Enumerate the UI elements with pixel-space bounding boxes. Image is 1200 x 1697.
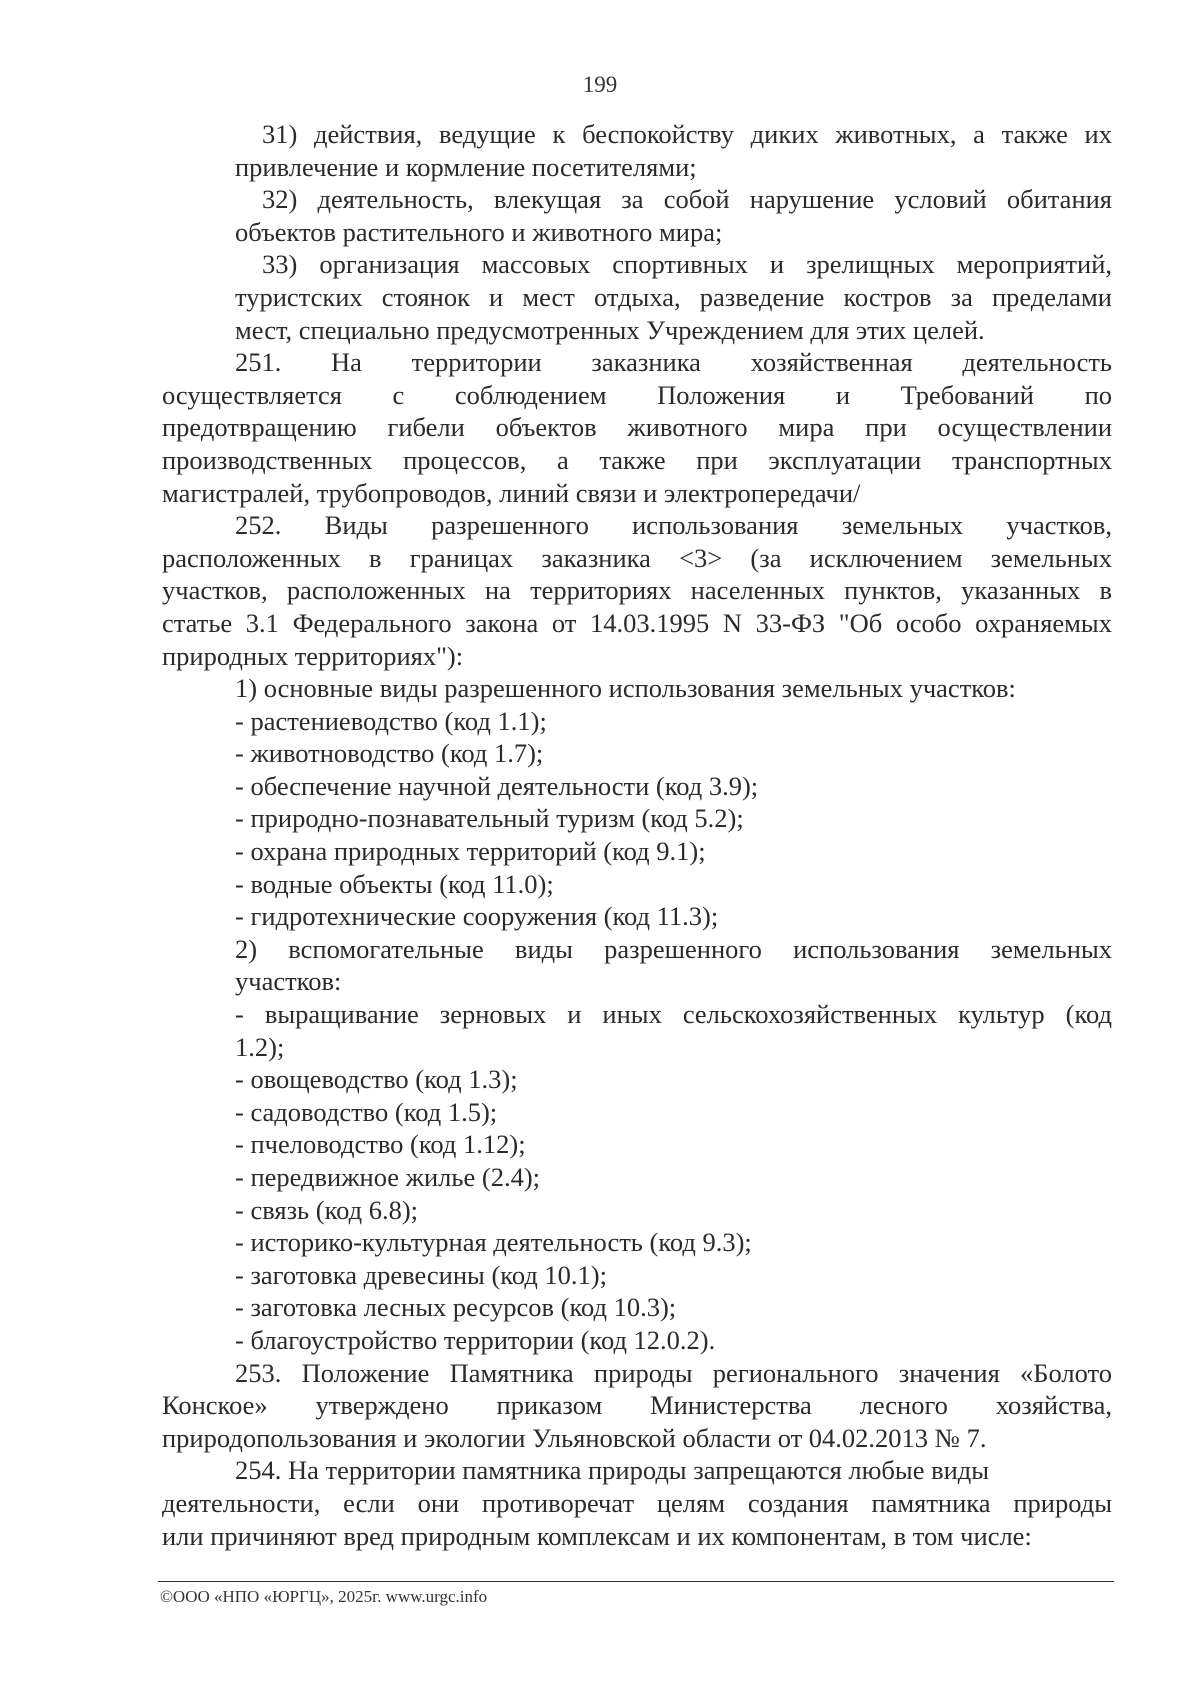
paragraph-252-line-4: статье 3.1 Федерального закона от 14.03.1995 N 33-ФЗ "Об особо охраняемых: [162, 607, 1112, 638]
list-item: - гидротехнические сооружения (код 11.3);: [235, 901, 719, 932]
paragraph-253-line-2: Конское» утверждено приказом Министерства лесного хозяйства,: [162, 1390, 1112, 1421]
paragraph-251-line-3: предотвращению гибели объектов животного мира при осуществлении: [162, 412, 1112, 443]
list-item: - благоустройство территории (код 12.0.2).: [235, 1324, 716, 1355]
list-item: - пчеловодство (код 1.12);: [235, 1129, 526, 1160]
auxiliary-uses-header-line-1: 2) вспомогательные виды разрешенного использования земельных: [235, 933, 1112, 964]
list-item: - связь (код 6.8);: [235, 1194, 419, 1225]
document-body: [162, 118, 1112, 1552]
paragraph-254-line-3: или причиняют вред природным комплексам и их компонентам, в том числе:: [162, 1520, 1032, 1551]
list-item: - обеспечение научной деятельности (код 3.9);: [235, 770, 759, 801]
list-item: - охрана природных территорий (код 9.1);: [235, 836, 706, 867]
list-item: - историко-культурная деятельность (код 9.3);: [235, 1227, 752, 1258]
list-item: - растениеводство (код 1.1);: [235, 705, 547, 736]
item-32-line-1: 32) деятельность, влекущая за собой нарушение условий обитания: [262, 184, 1112, 215]
paragraph-252-line-5: природных территориях"):: [162, 640, 464, 671]
paragraph-252-line-2: расположенных в границах заказника <3> (за исключением земельных: [162, 542, 1112, 573]
list-item: - выращивание зерновых и иных сельскохозяйственных культур (код: [235, 999, 1112, 1030]
auxiliary-uses-header-line-2: участков:: [235, 966, 342, 997]
main-uses-header: 1) основные виды разрешенного использования земельных участков:: [235, 673, 1016, 704]
list-item: - природно-познавательный туризм (код 5.2);: [235, 803, 744, 834]
paragraph-253-line-3: природопользования и экологии Ульяновской области от 04.02.2013 № 7.: [162, 1422, 987, 1453]
list-item-continuation: 1.2);: [235, 1031, 285, 1062]
paragraph-253-line-1: 253. Положение Памятника природы регионального значения «Болото: [235, 1357, 1112, 1388]
list-item: - овощеводство (код 1.3);: [235, 1064, 518, 1095]
paragraph-254-line-1: 254. На территории памятника природы запрещаются любые виды: [235, 1455, 990, 1486]
list-item: - животноводство (код 1.7);: [235, 738, 544, 769]
paragraph-251-line-1: 251. На территории заказника хозяйственная деятельность: [235, 347, 1112, 378]
list-item: - водные объекты (код 11.0);: [235, 868, 554, 899]
footer-copyright: ©ООО «НПО «ЮРГЦ», 2025г. www.urgc.info: [160, 1587, 488, 1606]
list-item: - заготовка древесины (код 10.1);: [235, 1259, 607, 1290]
paragraph-252-line-1: 252. Виды разрешенного использования земельных участков,: [235, 510, 1112, 541]
list-item: - заготовка лесных ресурсов (код 10.3);: [235, 1292, 677, 1323]
list-item: - передвижное жилье (2.4);: [235, 1162, 541, 1192]
page-number: 199: [582, 72, 618, 97]
list-item: - садоводство (код 1.5);: [235, 1096, 498, 1127]
item-33-line-1: 33) организация массовых спортивных и зрелищных мероприятий,: [262, 249, 1112, 280]
item-31-line-1: 31) действия, ведущие к беспокойству диких животных, а также их: [262, 119, 1112, 149]
paragraph-251-line-4: производственных процессов, а также при эксплуатации транспортных: [162, 444, 1112, 475]
item-32-line-2: объектов растительного и животного мира;: [235, 216, 723, 247]
paragraph-252-line-3: участков, расположенных на территориях населенных пунктов, указанных в: [162, 575, 1112, 606]
footer-divider: [158, 1581, 1114, 1582]
paragraph-251-line-2: осуществляется с соблюдением Положения и Требований по: [162, 379, 1112, 410]
paragraph-251-line-5: магистралей, трубопроводов, линий связи и электропередачи/: [162, 477, 861, 508]
item-33-line-2: туристских стоянок и мест отдыха, разведение костров за пределами: [235, 281, 1112, 312]
item-33-line-3: мест, специально предусмотренных Учреждением для этих целей.: [235, 314, 985, 345]
item-31-line-2: привлечение и кормление посетителями;: [235, 151, 697, 182]
paragraph-254-line-2: деятельности, если они противоречат целям создания памятника природы: [162, 1487, 1112, 1518]
